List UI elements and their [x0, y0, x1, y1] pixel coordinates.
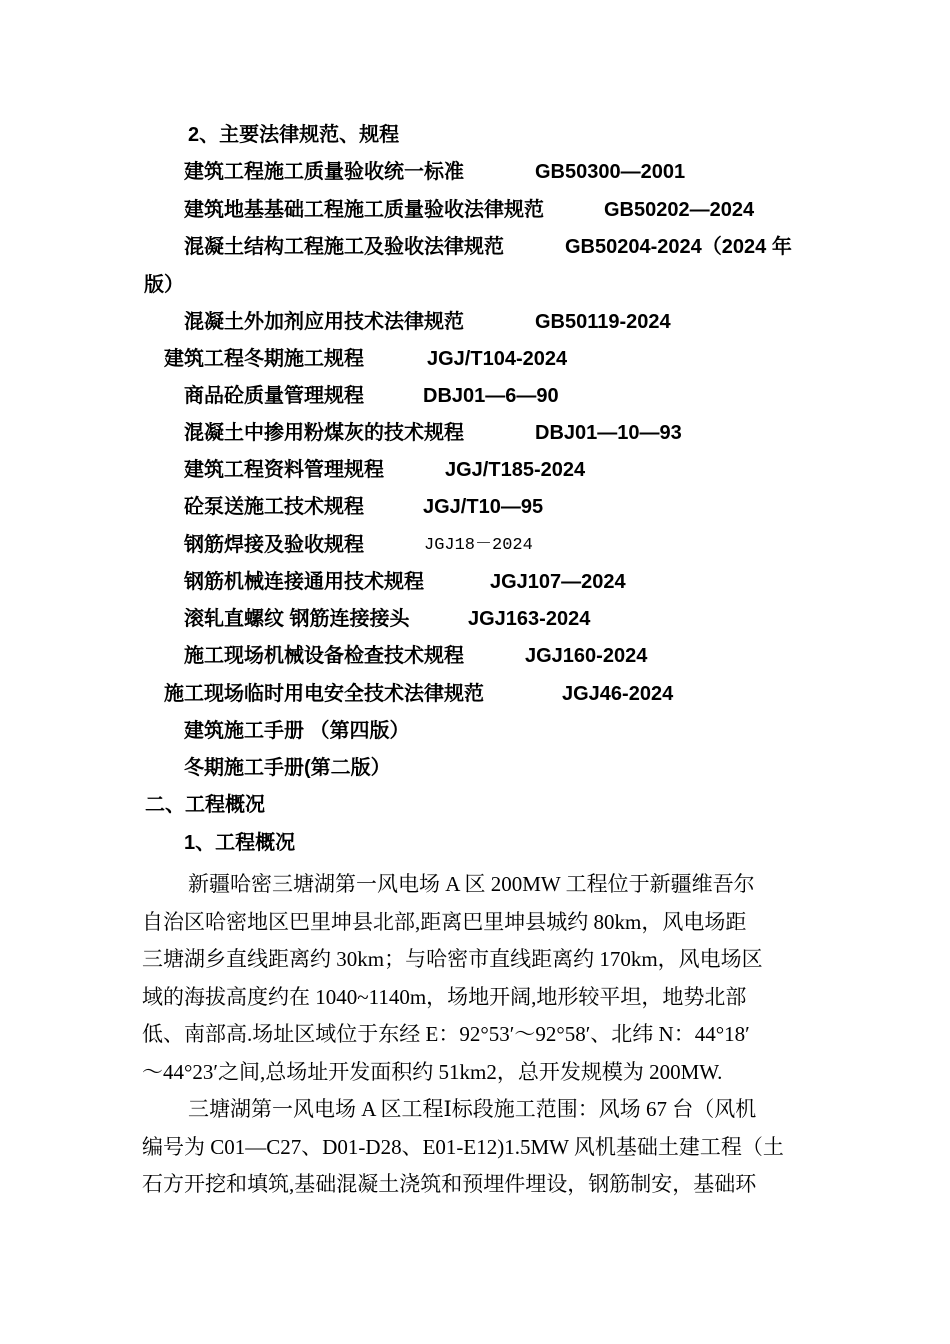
regulation-code: GB50202—2024 — [604, 199, 755, 221]
regulation-code: JGJ/T104-2024 — [427, 348, 568, 370]
regulation-continuation: 版） — [144, 274, 184, 296]
regulation-code: GB50119-2024 — [535, 311, 671, 333]
regulation-name: 商品砼质量管理规程 — [184, 385, 364, 407]
regulation-code: JGJ107—2024 — [490, 571, 626, 593]
regulation-code: JGJ160-2024 — [525, 645, 648, 667]
regulation-code: JGJ18－2024 — [424, 536, 533, 555]
regulation-code: GB50300—2001 — [535, 161, 686, 183]
construction-scope-paragraph — [142, 1091, 812, 1204]
regulation-name: 建筑施工手册 （第四版） — [184, 720, 410, 742]
regulation-code: JGJ46-2024 — [562, 683, 674, 705]
regulation-code: DBJ01—10—93 — [535, 422, 682, 444]
paragraph-line: 低、南部高.场址区域位于东经 E：92°53′～92°58′、北纬 N：44°18′ — [142, 1022, 750, 1046]
regulation-name: 建筑工程冬期施工规程 — [164, 348, 364, 370]
regulation-name: 钢筋机械连接通用技术规程 — [184, 571, 424, 593]
regulation-name: 施工现场机械设备检查技术规程 — [184, 645, 464, 667]
paragraph-line: 三塘湖第一风电场 A 区工程Ⅰ标段施工范围：风场 67 台（风机 — [188, 1097, 757, 1121]
regulation-code: JGJ/T185-2024 — [445, 459, 586, 481]
regulation-name: 建筑地基基础工程施工质量验收法律规范 — [184, 199, 544, 221]
regulation-name: 建筑工程施工质量验收统一标准 — [184, 161, 464, 183]
regulation-code: DBJ01—6—90 — [423, 385, 559, 407]
regulation-name: 砼泵送施工技术规程 — [184, 496, 364, 518]
regulation-name: 施工现场临时用电安全技术法律规范 — [164, 683, 484, 705]
regulation-name: 混凝土外加剂应用技术法律规范 — [184, 311, 464, 333]
regulation-code: GB50204-2024（2024 年 — [565, 236, 792, 258]
chapter-heading: 二、工程概况 — [145, 794, 265, 816]
paragraph-line: 域的海拔高度约在 1040~1140m，场地开阔,地形较平坦，地势北部 — [142, 984, 747, 1009]
regulation-name: 钢筋焊接及验收规程 — [184, 534, 364, 556]
regulation-code: JGJ/T10—95 — [423, 496, 544, 518]
regulation-name: 建筑工程资料管理规程 — [184, 459, 384, 481]
regulation-name: 滚轧直螺纹 钢筋连接接头 — [184, 608, 410, 630]
regulation-name: 混凝土结构工程施工及验收法律规范 — [184, 236, 504, 258]
subsection-heading: 1、工程概况 — [184, 832, 296, 854]
paragraph-line: 新疆哈密三塘湖第一风电场 A 区 200MW 工程位于新疆维吾尔 — [188, 872, 755, 896]
paragraph-line: ～44°23′之间,总场址开发面积约 51km2，总开发规模为 200MW. — [142, 1059, 723, 1084]
regulation-code: JGJ163-2024 — [468, 608, 591, 630]
section-heading-regulations: 2、主要法律规范、规程 — [188, 124, 400, 146]
regulation-name: 混凝土中掺用粉煤灰的技术规程 — [184, 422, 464, 444]
paragraph-line: 石方开挖和填筑,基础混凝土浇筑和预埋件埋设，钢筋制安，基础环 — [142, 1172, 757, 1196]
paragraph-line: 编号为 C01—C27、D01-D28、E01-E12)1.5MW 风机基础土建工程（土 — [142, 1134, 784, 1159]
paragraph-line: 三塘湖乡直线距离约 30km；与哈密市直线距离约 170km，风电场区 — [142, 947, 763, 971]
project-overview-paragraph — [142, 866, 812, 1091]
regulation-name: 冬期施工手册(第二版） — [184, 757, 391, 779]
paragraph-line: 自治区哈密地区巴里坤县北部,距离巴里坤县城约 80km，风电场距 — [142, 909, 747, 934]
